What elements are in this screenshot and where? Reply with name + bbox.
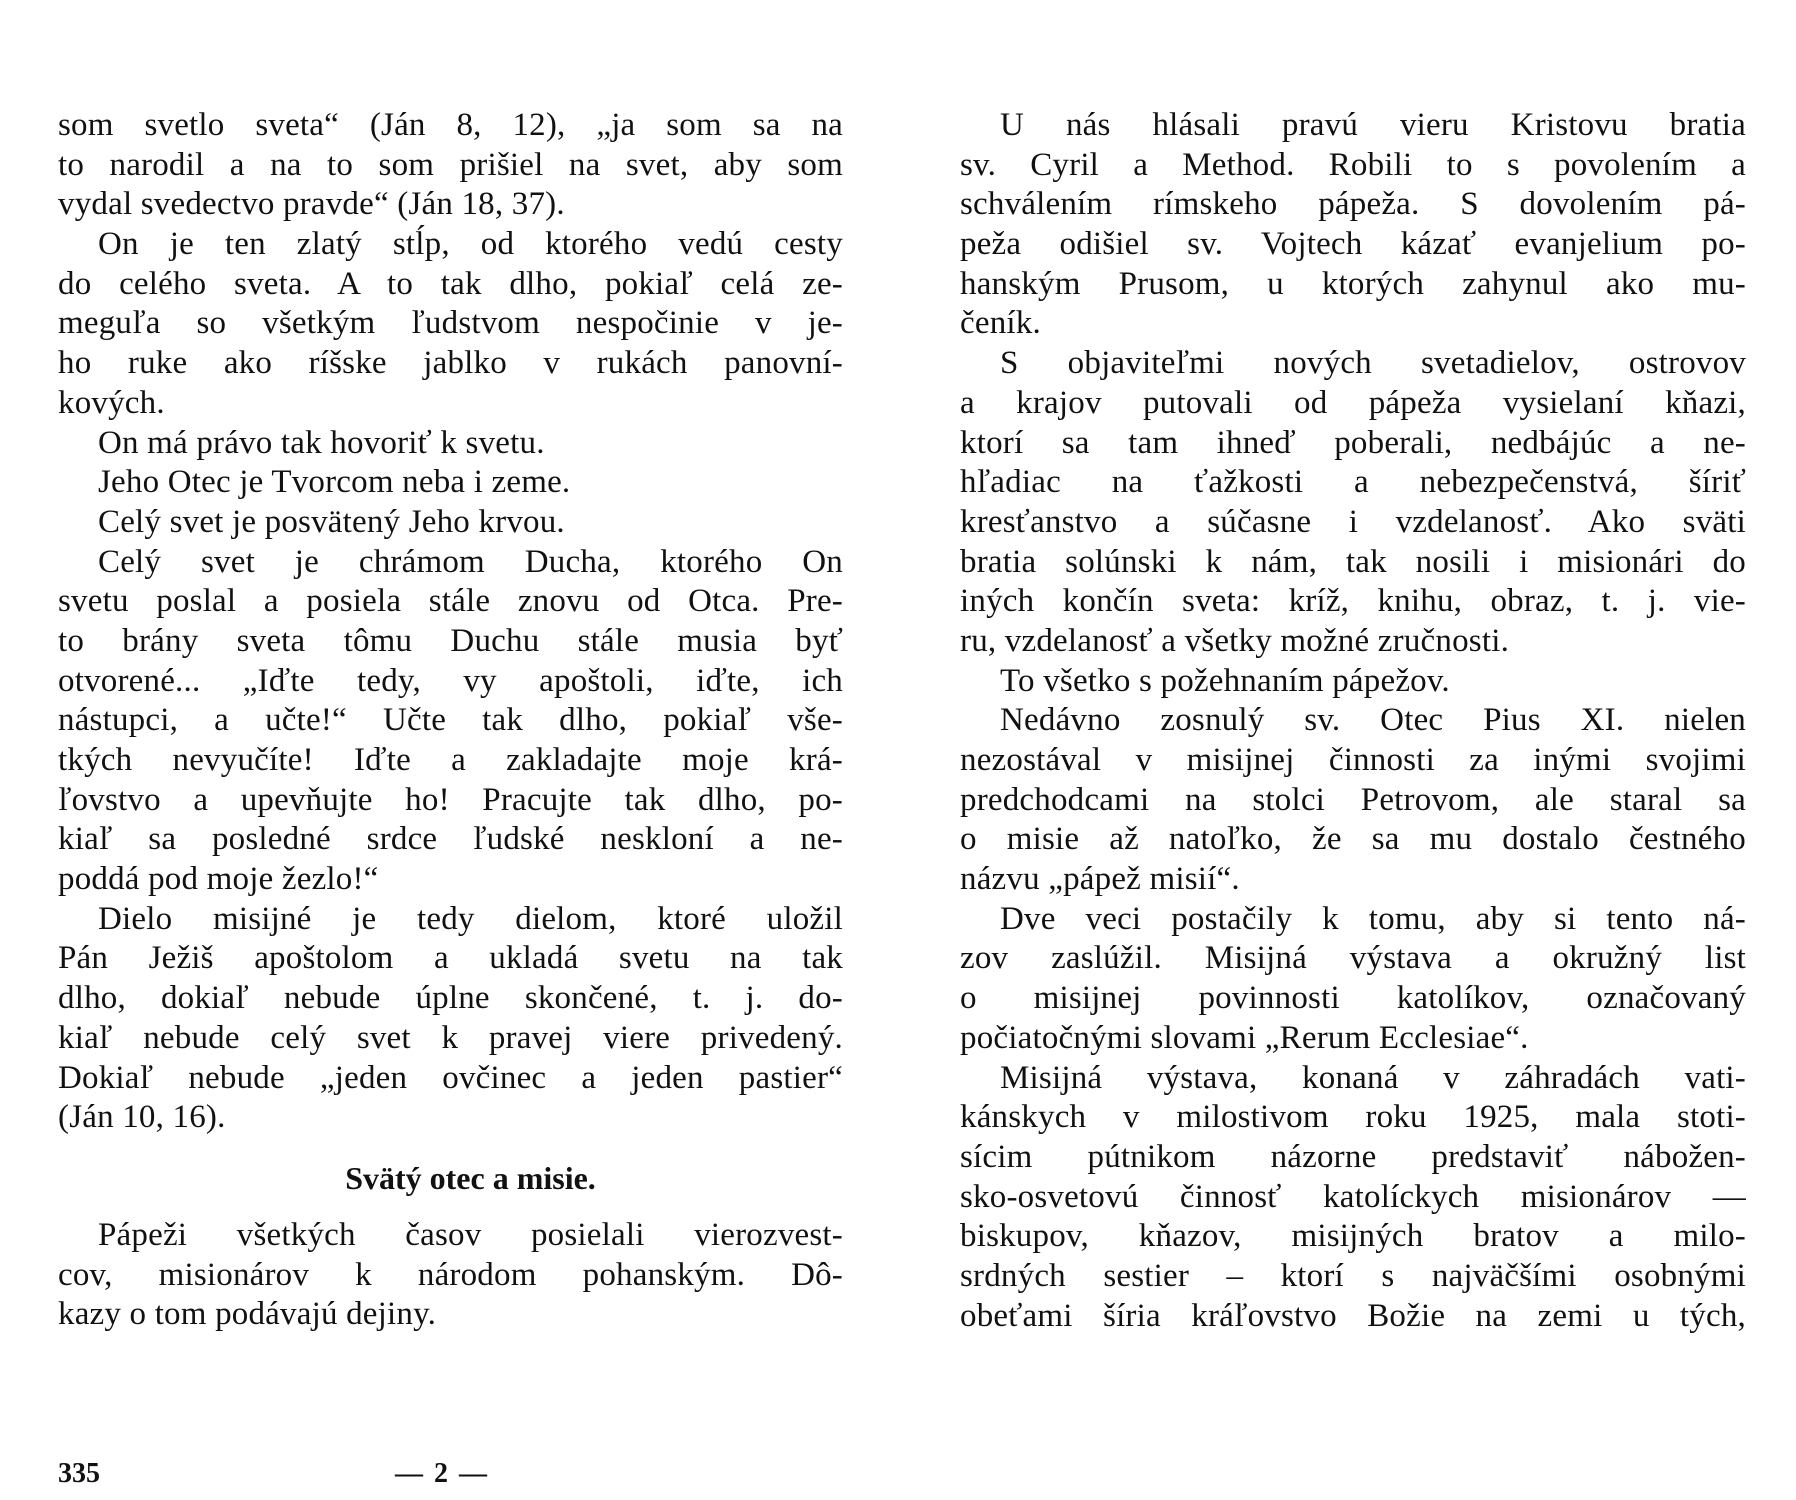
text-line: kiaľ sa posledné srdce ľudské neskloní a ne- [58, 821, 843, 858]
text-line: peža odišiel sv. Vojtech kázať evanjelium po- [960, 226, 1746, 263]
text-line: otvorené... „Iďte tedy, vy apoštoli, iďte, ich [58, 662, 843, 699]
text-line: svetu poslal a posiela stále znovu od Otca. Pre- [58, 583, 843, 620]
text-line: iných končín sveta: kríž, knihu, obraz, t. j. vie- [960, 583, 1746, 620]
text-line: to brány sveta tômu Duchu stále musia byť [58, 622, 843, 659]
text-line: meguľa so všetkým ľudstvom nespočinie v je- [58, 305, 843, 342]
text-line: Dokiaľ nebude „jeden ovčinec a jeden pastier“ [58, 1059, 843, 1096]
text-line: nástupci, a učte!“ Učte tak dlho, pokiaľ vše- [58, 702, 843, 739]
text-line: S objaviteľmi nových svetadielov, ostrovov [1000, 345, 1746, 382]
text-line: som svetlo sveta“ (Ján 8, 12), „ja som sa na [58, 107, 843, 143]
text-line: ktorí sa tam ihneď poberali, nedbájúc a ne- [960, 424, 1746, 461]
page-number: 335 [58, 1458, 100, 1489]
text-line: počiatočnými slovami „Rerum Ecclesiae“. [960, 1019, 1529, 1056]
text-line: ľovstvo a upevňujte ho! Pracujte tak dlho, po- [58, 781, 843, 818]
text-line: cov, misionárov k národom pohanským. Dô- [58, 1256, 843, 1293]
text-line: Dve veci postačily k tomu, aby si tento ná- [1000, 900, 1746, 937]
text-line: dlho, dokiaľ nebude úplne skončené, t. j. do- [58, 980, 843, 1017]
text-line: o misijnej povinnosti katolíkov, označovaný [960, 980, 1746, 1017]
text-line: (Ján 10, 16). [58, 1099, 226, 1136]
text-line: čeník. [960, 305, 1041, 342]
text-line: bratia solúnski k nám, tak nosili i misionári do [960, 543, 1746, 580]
left-page [58, 106, 843, 1335]
text-line: zov zaslúžil. Misijná výstava a okružný list [960, 940, 1746, 977]
text-line: U nás hlásali pravú vieru Kristovu bratia [1000, 107, 1746, 143]
text-line: Misijná výstava, konaná v záhradách vati- [1000, 1059, 1746, 1096]
text-line: kánskych v milostivom roku 1925, mala stoti- [960, 1099, 1746, 1136]
text-line: kresťanstvo a súčasne i vzdelanosť. Ako sväti [960, 503, 1746, 540]
text-line: o misie až natoľko, že sa mu dostalo čestného [960, 821, 1746, 858]
text-line: obeťami šíria kráľovstvo Božie na zemi u tých, [960, 1297, 1746, 1334]
text-line: ho ruke ako ríšske jablko v rukách panovní- [58, 345, 843, 382]
text-line: Nedávno zosnulý sv. Otec Pius XI. nielen [1000, 702, 1746, 739]
text-line: Pápeži všetkých časov posielali vierozvest- [98, 1216, 843, 1253]
text-line: Celý svet je posvätený Jeho krvou. [98, 503, 565, 540]
text-line: nezostával v misijnej činnosti za inými svojimi [960, 742, 1746, 778]
text-line: vydal svedectvo pravde“ (Ján 18, 37). [58, 186, 565, 223]
text-line: predchodcami na stolci Petrovom, ale staral sa [960, 781, 1746, 818]
text-line: kových. [58, 384, 165, 421]
text-line: On je ten zlatý stĺp, od ktorého vedú cesty [98, 226, 843, 263]
text-line: kazy o tom podávajú dejiny. [58, 1296, 437, 1333]
text-line: ru, vzdelanosť a všetky možné zručnosti. [960, 622, 1510, 659]
signature-mark: — 2 — [395, 1458, 489, 1489]
text-line: tkých nevyučíte! Iďte a zakladajte moje krá- [58, 742, 843, 778]
text-line: Dielo misijné je tedy dielom, ktoré uložil [98, 900, 843, 937]
text-line: Celý svet je chrámom Ducha, ktorého On [98, 543, 843, 580]
text-line: hanským Prusom, u ktorých zahynul ako mu- [960, 265, 1746, 302]
text-line: poddá pod moje žezlo!“ [58, 861, 379, 898]
section-heading: Svätý otec a misie. [345, 1159, 596, 1196]
text-line: názvu „pápež misií“. [960, 861, 1240, 898]
text-line: kiaľ nebude celý svet k pravej viere privedený. [58, 1019, 843, 1056]
text-line: hľadiac na ťažkosti a nebezpečenstvá, šíriť [960, 464, 1746, 501]
text-line: To všetko s požehnaním pápežov. [1000, 662, 1450, 699]
right-page [960, 106, 1746, 1336]
text-line: Jeho Otec je Tvorcom neba i zeme. [98, 464, 571, 501]
text-line: biskupov, kňazov, misijných bratov a milo- [960, 1218, 1746, 1255]
text-line: a krajov putovali od pápeža vysielaní kňazi, [960, 384, 1746, 421]
text-line: srdných sestier – ktorí s najväčšími osobnými [960, 1257, 1746, 1294]
text-line: sko-osvetovú činnosť katolíckych misionárov — [960, 1178, 1746, 1215]
text-line: sv. Cyril a Method. Robili to s povolením a [960, 146, 1746, 183]
text-line: do celého sveta. A to tak dlho, pokiaľ celá ze- [58, 265, 843, 302]
text-line: On má právo tak hovoriť k svetu. [98, 424, 545, 461]
text-line: Pán Ježiš apoštolom a ukladá svetu na tak [58, 940, 843, 977]
text-line: sícim pútnikom názorne predstaviť nábožen- [960, 1138, 1746, 1175]
text-line: schválením rímskeho pápeža. S dovolením pá- [960, 186, 1746, 223]
text-line: to narodil a na to som prišiel na svet, aby som [58, 146, 843, 183]
